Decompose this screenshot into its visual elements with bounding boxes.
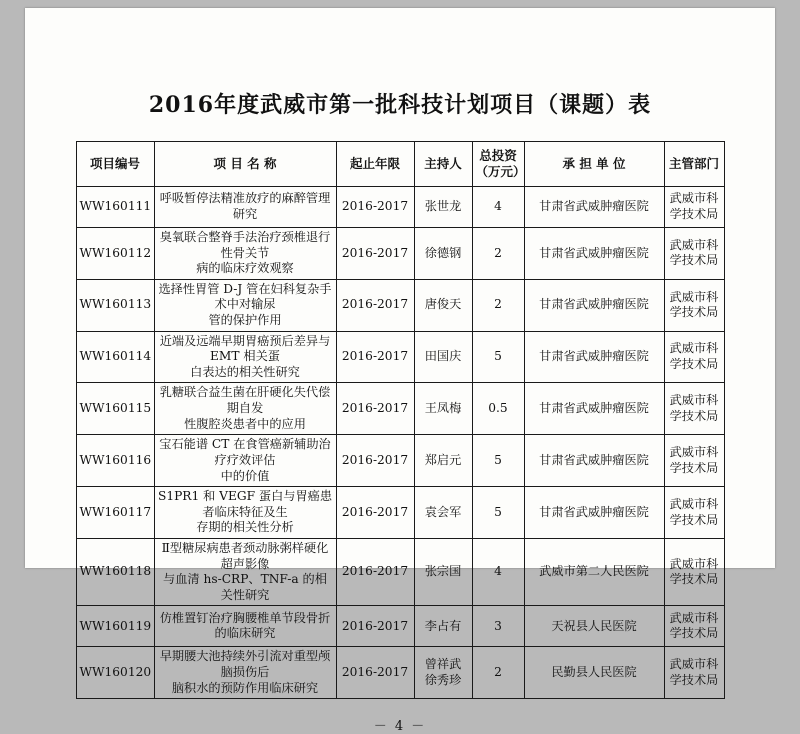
cell-project-unit: 天祝县人民医院 (524, 606, 664, 647)
cell-project-name (154, 435, 336, 487)
cell-project-name (154, 538, 336, 605)
cell-project-fund: 5 (472, 487, 524, 539)
cell-project-dept (664, 331, 724, 383)
cell-project-fund: 5 (472, 331, 524, 383)
cell-project-host-line: 曾祥武 (424, 657, 462, 672)
cell-project-dept-line: 学技术局 (669, 305, 719, 320)
table-row (76, 331, 724, 383)
cell-project-name-line: 白表达的相关性研究 (190, 364, 300, 379)
cell-project-name-line: 脑积水的预防作用临床研究 (171, 680, 319, 695)
cell-project-fund: 0.5 (472, 383, 524, 435)
cell-project-unit: 甘肃省武威肿瘤医院 (524, 279, 664, 331)
cell-project-fund: 2 (472, 279, 524, 331)
cell-project-name-line: 乳糖联合益生菌在肝硬化失代偿期自发 (159, 385, 331, 416)
cell-project-code: WW160111 (76, 187, 154, 228)
cell-project-code: WW160120 (76, 647, 154, 699)
cell-project-name-line: 臭氧联合整脊手法治疗颈椎退行性骨关节 (159, 230, 331, 260)
cell-project-term: 2016-2017 (336, 538, 414, 605)
cell-project-dept-line: 学技术局 (669, 672, 719, 687)
cell-project-host-line: 徐秀珍 (424, 672, 462, 687)
cell-project-fund: 3 (472, 606, 524, 647)
cell-project-host-line: 王凤梅 (424, 401, 462, 416)
page-content (57, 26, 743, 734)
cell-project-term: 2016-2017 (336, 228, 414, 280)
projects-table (76, 141, 725, 699)
table-header-row (76, 142, 724, 187)
table-row (76, 435, 724, 487)
cell-project-dept-line: 学技术局 (669, 207, 719, 221)
cell-project-name (154, 187, 336, 228)
cell-project-name-line: Ⅱ型糖尿病患者颈动脉粥样硬化超声影像 (161, 540, 329, 571)
cell-project-name-line: 管的保护作用 (208, 313, 282, 328)
cell-project-host (414, 331, 472, 383)
cell-project-name-line: 与血清 hs-CRP、TNF-a 的相关性研究 (163, 572, 327, 602)
table-header (76, 142, 724, 187)
cell-project-term: 2016-2017 (336, 647, 414, 699)
cell-project-code: WW160114 (76, 331, 154, 383)
cell-project-host-line: 唐俊天 (424, 297, 462, 312)
cell-project-host (414, 279, 472, 331)
table-row (76, 606, 724, 647)
cell-project-dept (664, 187, 724, 228)
cell-project-name-line: 近端及远端早期胃癌预后差异与 EMT 相关蛋 (159, 333, 331, 364)
cell-project-dept (664, 487, 724, 539)
cell-project-name-line: 呼吸暂停法精准放疗的麻醉管理研究 (159, 191, 331, 221)
cell-project-code: WW160115 (76, 383, 154, 435)
column-header-term: 起止年限 (336, 142, 414, 187)
cell-project-host (414, 606, 472, 647)
cell-project-host-line: 李占有 (424, 618, 462, 633)
cell-project-dept-line: 武威市科 (669, 341, 719, 356)
cell-project-dept-line: 武威市科 (669, 657, 719, 672)
cell-project-host (414, 538, 472, 605)
page-title: 2016年度武威市第一批科技计划项目（课题）表 (148, 92, 652, 118)
cell-project-dept-line: 武威市科 (669, 191, 719, 206)
table-row (76, 487, 724, 539)
cell-project-dept-line: 武威市科 (669, 289, 719, 304)
table-row (76, 383, 724, 435)
cell-project-code: WW160116 (76, 435, 154, 487)
cell-project-code: WW160118 (76, 538, 154, 605)
cell-project-name (154, 487, 336, 539)
cell-project-fund: 4 (472, 538, 524, 605)
column-header-name: 项 目 名 称 (154, 142, 336, 187)
cell-project-term: 2016-2017 (336, 331, 414, 383)
cell-project-name-line: 早期腰大池持续外引流对重型颅脑损伤后 (159, 649, 331, 680)
column-header-fund (472, 142, 524, 187)
cell-project-code: WW160112 (76, 228, 154, 280)
cell-project-host-line: 徐德钢 (424, 245, 462, 260)
cell-project-unit: 甘肃省武威肿瘤医院 (524, 228, 664, 280)
cell-project-name (154, 331, 336, 383)
cell-project-code: WW160113 (76, 279, 154, 331)
cell-project-dept (664, 647, 724, 699)
cell-project-fund: 4 (472, 187, 524, 228)
column-header-fund-line2: （万元） (475, 164, 526, 179)
cell-project-host-line: 田国庆 (424, 349, 462, 364)
cell-project-term: 2016-2017 (336, 383, 414, 435)
cell-project-dept-line: 学技术局 (669, 460, 719, 475)
cell-project-dept (664, 538, 724, 605)
cell-project-name-line: 仿椎置钉治疗胸腰椎单节段骨折的临床研究 (159, 610, 331, 641)
cell-project-unit: 民勤县人民医院 (524, 647, 664, 699)
cell-project-dept (664, 435, 724, 487)
cell-project-dept-line: 学技术局 (669, 408, 719, 423)
cell-project-host (414, 187, 472, 228)
column-header-fund-line1: 总投资 (479, 148, 517, 163)
cell-project-host-line: 张宗国 (424, 564, 462, 579)
cell-project-fund: 2 (472, 647, 524, 699)
cell-project-code: WW160119 (76, 606, 154, 647)
column-header-dept: 主管部门 (664, 142, 724, 187)
cell-project-unit: 甘肃省武威肿瘤医院 (524, 435, 664, 487)
cell-project-host-line: 袁会军 (424, 504, 462, 519)
cell-project-host (414, 435, 472, 487)
cell-project-dept-line: 武威市科 (669, 445, 719, 460)
cell-project-term: 2016-2017 (336, 487, 414, 539)
table-row (76, 279, 724, 331)
cell-project-dept (664, 279, 724, 331)
cell-project-code: WW160117 (76, 487, 154, 539)
cell-project-dept-line: 武威市科 (669, 237, 719, 252)
cell-project-dept (664, 383, 724, 435)
table-row (76, 538, 724, 605)
cell-project-host-line: 张世龙 (424, 199, 462, 214)
cell-project-name-line: 病的临床疗效观察 (196, 261, 294, 276)
cell-project-dept-line: 学技术局 (669, 626, 719, 641)
cell-project-dept-line: 武威市科 (669, 496, 719, 511)
cell-project-unit: 甘肃省武威肿瘤医院 (524, 187, 664, 228)
cell-project-fund: 5 (472, 435, 524, 487)
cell-project-name-line: 中的价值 (220, 468, 270, 483)
table-row (76, 228, 724, 280)
page-number: － 4 － (373, 719, 427, 734)
table-row (76, 187, 724, 228)
cell-project-host (414, 228, 472, 280)
cell-project-unit: 武威市第二人民医院 (524, 538, 664, 605)
cell-project-name (154, 606, 336, 647)
cell-project-term: 2016-2017 (336, 187, 414, 228)
table-row (76, 647, 724, 699)
cell-project-name-line: 宝石能谱 CT 在食管癌新辅助治疗疗效评估 (159, 437, 331, 467)
cell-project-host-line: 郑启元 (424, 452, 462, 467)
cell-project-name-line: 选择性胃管 D-J 管在妇科复杂手术中对输尿 (158, 281, 332, 312)
cell-project-unit: 甘肃省武威肿瘤医院 (524, 383, 664, 435)
document-page (25, 8, 775, 734)
cell-project-dept-line: 学技术局 (669, 572, 719, 587)
cell-project-name (154, 647, 336, 699)
cell-project-dept (664, 228, 724, 280)
cell-project-unit: 甘肃省武威肿瘤医院 (524, 331, 664, 383)
cell-project-fund: 2 (472, 228, 524, 280)
table-body (76, 187, 724, 699)
cell-project-term: 2016-2017 (336, 435, 414, 487)
cell-project-dept (664, 606, 724, 647)
cell-project-unit: 甘肃省武威肿瘤医院 (524, 487, 664, 539)
cell-project-dept-line: 学技术局 (669, 512, 719, 527)
cell-project-dept-line: 学技术局 (669, 253, 719, 268)
column-header-unit: 承 担 单 位 (524, 142, 664, 187)
cell-project-host (414, 487, 472, 539)
cell-project-name-line: S1PR1 和 VEGF 蛋白与胃癌患者临床特征及生 (157, 489, 333, 519)
cell-project-name-line: 性腹腔炎患者中的应用 (184, 416, 306, 431)
cell-project-dept-line: 学技术局 (669, 357, 719, 372)
cell-project-name (154, 383, 336, 435)
cell-project-name (154, 279, 336, 331)
cell-project-host (414, 383, 472, 435)
cell-project-name-line: 存期的相关性分析 (196, 520, 294, 535)
column-header-host: 主持人 (414, 142, 472, 187)
cell-project-dept-line: 武威市科 (669, 556, 719, 571)
cell-project-term: 2016-2017 (336, 279, 414, 331)
column-header-code: 项目编号 (76, 142, 154, 187)
cell-project-dept-line: 武威市科 (669, 393, 719, 408)
cell-project-term: 2016-2017 (336, 606, 414, 647)
cell-project-host (414, 647, 472, 699)
cell-project-name (154, 228, 336, 280)
cell-project-dept-line: 武威市科 (669, 610, 719, 625)
